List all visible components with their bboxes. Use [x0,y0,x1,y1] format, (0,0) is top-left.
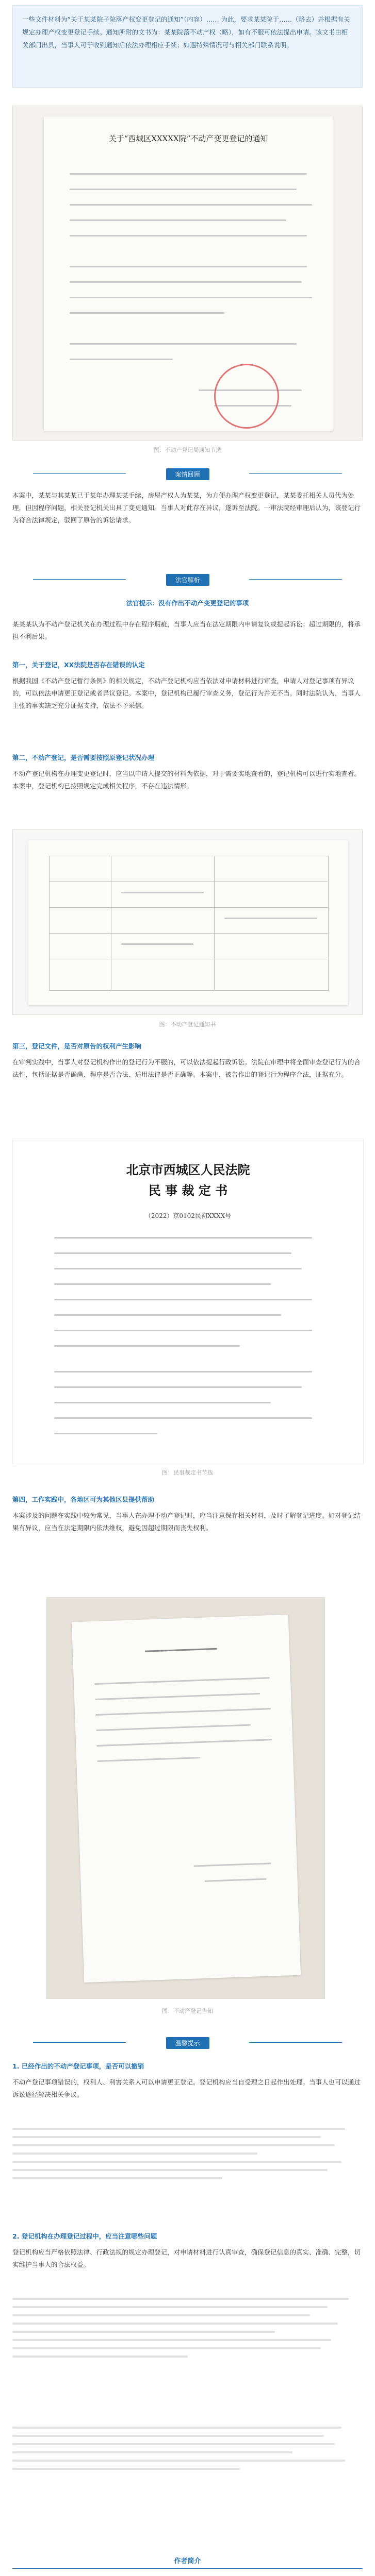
court-name: 北京市西城区人民法院 [126,1162,250,1177]
paragraph: 不动产登记机构在办理变更登记时，应当以申请人提交的材料为依据，对于需要实地查看的，登记机构可以进行实地查看。本案中，登记机构已按照规定完成相关程序，不存在违法情形。 [12,770,361,790]
question-heading: 第二，不动产登记，是否需要按照原登记状况办理 [12,754,155,761]
question-heading: 第三，登记文件，是否对原告的权利产生影响 [12,1042,142,1050]
question-heading: 第四，工作实践中，各地区可为其他区县提供帮助 [12,1496,155,1503]
tip-heading: 2. 登记机构在办理登记过程中，应当注意哪些问题 [12,2232,157,2240]
notice-photo-2 [46,1597,325,1999]
section-case-review [12,466,363,481]
tip-paragraph: 登记机构应当严格依照法律、行政法规的规定办理登记，对申请材料进行认真审查，确保登记信息的真实、准确、完整，切实维护当事人的合法权益。 [12,2248,361,2268]
paragraph: 某某某认为不动产登记机关在办理过程中存在程序瑕疵，当事人应当在法定期限内申请复议或提起诉讼；超过期限的，将承担不利后果。 [12,620,361,640]
judgment-document [12,1139,364,1464]
section-judge-analysis [12,572,363,586]
intro-text: 一些文件材料为“关于某某院子院落产权变更登记的通知”（内容）…… 为此，要求某某院于……（略去）并根据有关规定办理产权变更登记手续。通知所附的文书为：某某院落不动产权（略），如有不服可依法提出申请。该文书由相关部门出具，当事人可于收到通知后依法办理相应手续；如遇特殊情况可与相关部门联系说明。 [22,15,350,49]
official-seal-icon [214,364,279,429]
case-paragraph: 本案中，某某与其某某已于某年办理某某手续，房屋产权人为某某，为方便办理产权变更登记，某某委托相关人员代为处理，但因程序问题，相关登记机关出具了变更通知。当事人对此存在异议，遂诉至法院。一审法院经审理后认为，该登记行为符合法律规定，驳回了原告的诉讼请求。 [12,492,361,524]
notice-title: 关于“西城区XXXXX院”不动产变更登记的通知 [108,134,268,143]
paragraph: 根据我国《不动产登记暂行条例》的相关规定，不动产登记机构应当依法对申请材料进行审查，申请人对登记事项有异议的，可以依法申请更正登记或者异议登记。本案中，登记机构已履行审查义务，登记行为并无不当。同时法院认为，当事人主张的事实缺乏充分证据支持，依法不予采信。 [12,677,361,709]
figure3-caption: 图：不动产登记告知 [162,2008,213,2014]
filler-text-block [12,2293,363,2364]
section-title: 法官解析 [166,574,209,586]
notice-document [44,116,333,431]
figure2-caption: 图：不动产登记通知书 [159,1021,216,1028]
filler-text-block [12,2123,363,2185]
section-title: 案情回顾 [166,468,209,480]
lawyers-title: 作者简介 [174,2557,201,2565]
form-photo [12,829,363,1015]
question-heading: 第一，关于登记，XX法院是否存在错误的认定 [12,661,145,669]
notice-photo [12,106,363,440]
paragraph: 本案涉及的问题在实践中较为常见，当事人在办理不动产登记时，应当注意保存相关材料，及时了解登记进度。如对登记结果有异议，应当在法定期限内依法维权，避免因超过期限而丧失权利。 [12,1512,361,1532]
paragraph: 在审判实践中，当事人对登记机构作出的登记行为不服的，可以依法提起行政诉讼。法院在审理中将全面审查登记行为的合法性，包括证据是否确凿、程序是否合法、适用法律是否正确等。本案中，被告作出的登记行为程序合法，证据充分。 [12,1058,361,1078]
section-title: 温馨提示 [166,2037,209,2049]
section-tips [12,2035,363,2049]
document-type: 民 事 裁 定 书 [148,1183,228,1198]
notice-paper [72,1615,301,1982]
subheading: 法官提示：没有作出不动产变更登记的事项 [126,599,249,607]
tip-heading: 1. 已经作出的不动产登记事项，是否可以撤销 [12,2062,144,2070]
filler-text-block [12,2421,363,2476]
case-number: （2022）京0102民初XXXX号 [144,1212,232,1219]
tip-paragraph: 不动产登记事项错误的，权利人、利害关系人可以申请更正登记。登记机构应当自受理之日起作出处理。当事人也可以通过诉讼途径解决相关争议。 [12,2078,361,2098]
form-document [28,840,348,1005]
intro-box [12,5,363,88]
figure1-caption: 图：不动产登记局通知节选 [153,447,222,453]
judgment-caption: 图：民事裁定书节选 [162,1469,213,1476]
